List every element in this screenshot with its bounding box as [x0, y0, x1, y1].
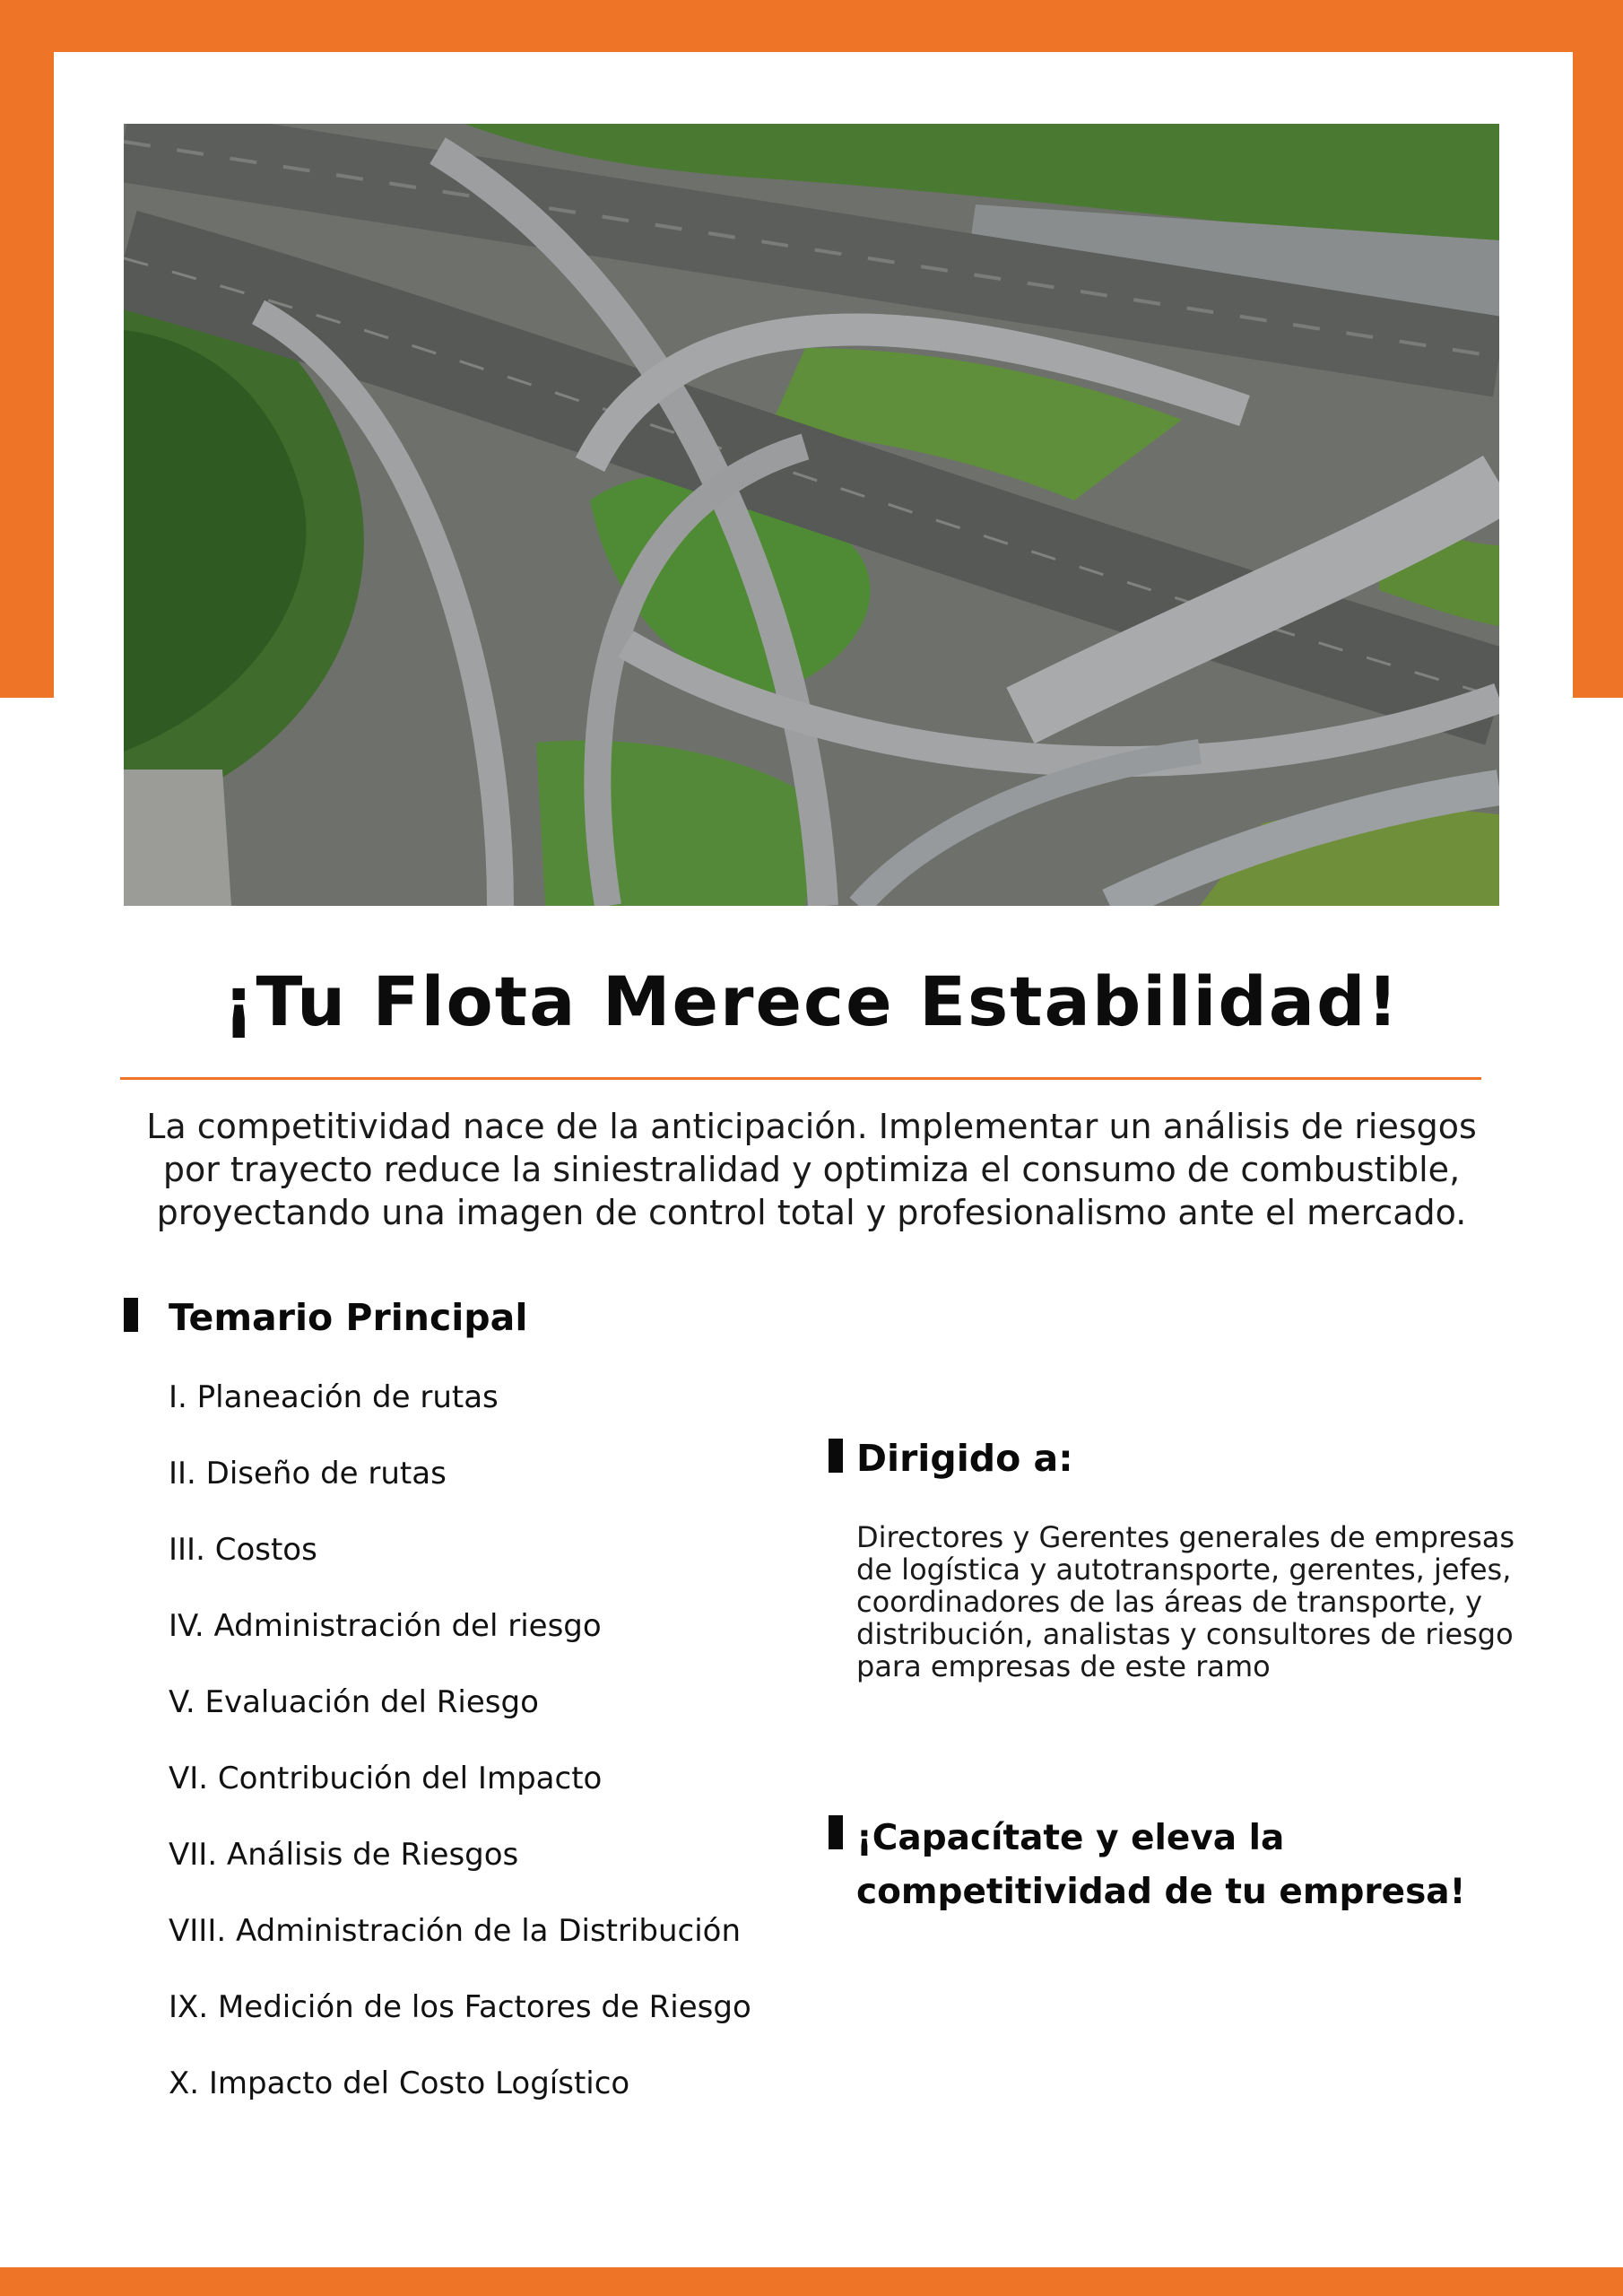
orange-frame-right [1573, 0, 1623, 698]
hero-image [124, 124, 1499, 906]
dirigido-heading: Dirigido a: [856, 1437, 1073, 1480]
temario-section-marker [124, 1298, 138, 1332]
list-item: IV. Administración del riesgo [169, 1608, 602, 1644]
orange-frame-left [0, 0, 54, 698]
list-item: II. Diseño de rutas [169, 1456, 447, 1492]
page-title: ¡Tu Flota Merece Estabilidad! [222, 961, 1401, 1041]
list-item: VI. Contribución del Impacto [169, 1761, 603, 1796]
dirigido-section-marker [829, 1439, 843, 1473]
temario-list [169, 1372, 751, 2135]
list-item: IX. Medición de los Factores de Riesgo [169, 1989, 751, 2025]
list-item: I. Planeación de rutas [169, 1379, 499, 1415]
cta-section-marker [829, 1815, 843, 1849]
highway-interchange-aerial-photo [124, 124, 1499, 906]
list-item: VIII. Administración de la Distribución [169, 1913, 742, 1949]
temario-heading: Temario Principal [169, 1296, 528, 1339]
list-item: VII. Análisis de Riesgos [169, 1837, 519, 1873]
orange-frame-bottom [0, 2267, 1623, 2296]
title-divider [120, 1077, 1481, 1080]
intro-paragraph: La competitividad nace de la anticipación. Implementar un análisis de riesgos por trayecto reduce la siniestralidad y optimiza el consumo de combustible, proyectando una imagen de control total y profesionalismo ante el mercado. [146, 1107, 1477, 1232]
list-item: III. Costos [169, 1532, 317, 1568]
list-item: V. Evaluación del Riesgo [169, 1684, 539, 1720]
list-item: X. Impacto del Costo Logístico [169, 2066, 630, 2101]
orange-frame-top [0, 0, 1623, 52]
dirigido-text: Directores y Gerentes generales de empresas de logística y autotransporte, gerentes, jefes, coordinadores de las áreas de transporte, y distribución, analistas y consultores de riesgo para empresas de este ramo [856, 1520, 1515, 1683]
cta-heading: ¡Capacítate y eleva la competitividad de tu empresa! [856, 1818, 1466, 1912]
